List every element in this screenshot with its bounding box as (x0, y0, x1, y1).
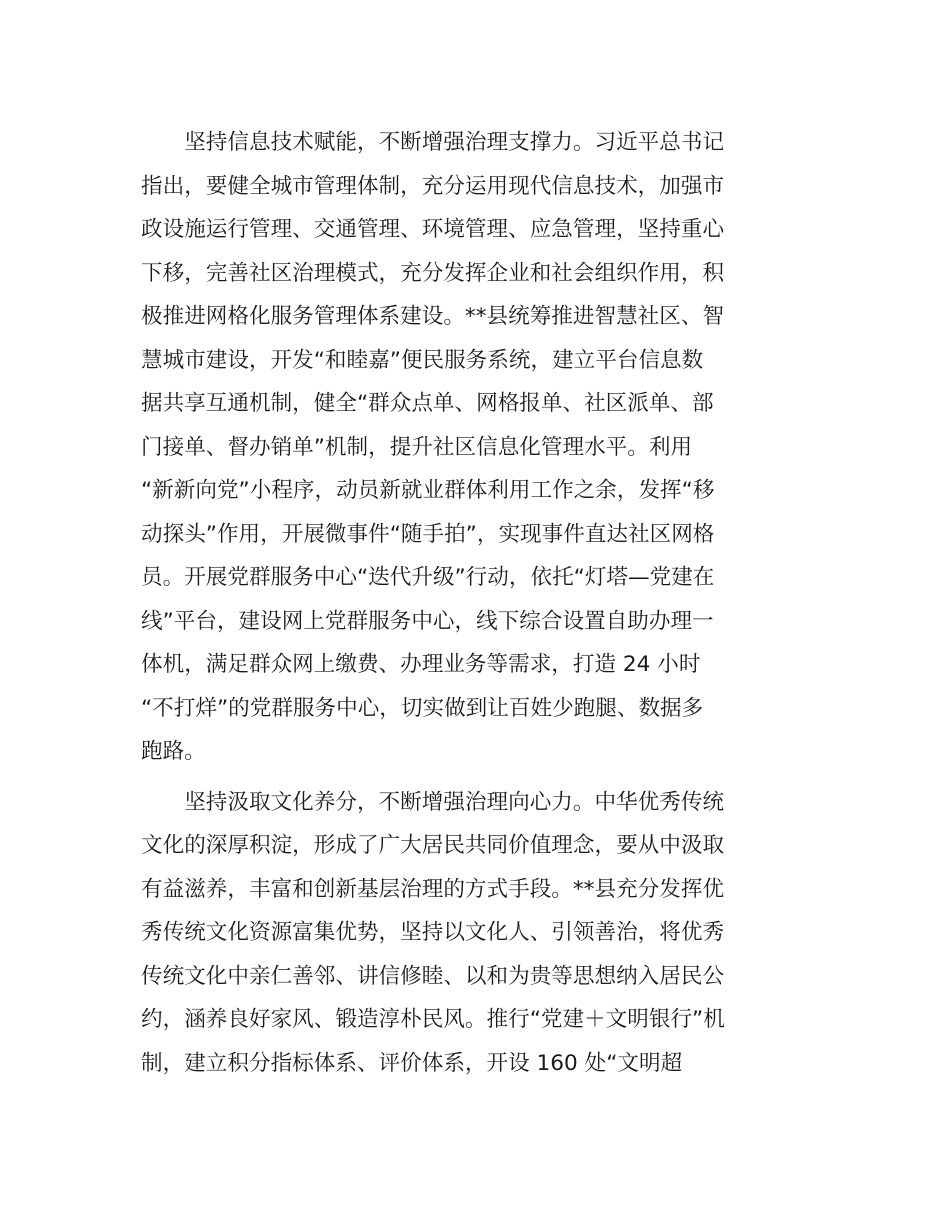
text-line: 体机，满足群众网上缴费、办理业务等需求，打造 24 小时 (141, 652, 701, 677)
text-line: 下移，完善社区治理模式，充分发挥企业和社会组织作用，积 (141, 260, 725, 286)
paragraph-spacer (141, 774, 817, 781)
text-line: 坚持信息技术赋能，不断增强治理支撑力。习近平总书记 (141, 130, 725, 155)
text-line: 据共享互通机制，健全“群众点单、网格报单、社区派单、部 (141, 391, 714, 416)
text-line: 指出，要健全城市管理体制，充分运用现代信息技术，加强市 (141, 173, 725, 199)
text-line: 极推进网格化服务管理体系建设。**县统筹推进智慧社区、智 (141, 304, 725, 329)
text-line: “不打烊”的党群服务中心，切实做到让百姓少跑腿、数据多 (141, 695, 704, 721)
text-line: 门接单、督办销单”机制，提升社区信息化管理水平。利用 (141, 434, 693, 460)
paragraph-1 (141, 121, 817, 774)
text-line: 跑路。 (141, 739, 206, 764)
paragraph-2 (141, 781, 817, 1086)
text-line: 政设施运行管理、交通管理、环境管理、应急管理，坚持重心 (141, 217, 725, 242)
text-line: “新新向党”小程序，动员新就业群体利用工作之余，发挥“移 (141, 478, 715, 503)
text-line: 员。开展党群服务中心“迭代升级”行动，依托“灯塔—党建在 (141, 565, 715, 590)
text-line: 传统文化中亲仁善邻、讲信修睦、以和为贵等思想纳入居民公 (141, 963, 725, 989)
text-line: 秀传统文化资源富集优势，坚持以文化人、引领善治，将优秀 (141, 920, 725, 945)
text-line: 约，涵养良好家风、锻造淳朴民风。推行“党建＋文明银行”机 (141, 1007, 725, 1032)
text-line: 制，建立积分指标体系、评价体系，开设 160 处“文明超 (141, 1050, 683, 1076)
text-line: 慧城市建设，开发“和睦嘉”便民服务系统，建立平台信息数 (141, 347, 704, 373)
document-body (141, 121, 817, 1085)
text-line: 坚持汲取文化养分，不断增强治理向心力。中华优秀传统 (141, 789, 725, 815)
text-line: 有益滋养，丰富和创新基层治理的方式手段。**县充分发挥优 (141, 876, 725, 902)
text-line: 动探头”作用，开展微事件“随手拍”，实现事件直达社区网格 (141, 521, 715, 547)
text-line: 文化的深厚积淀，形成了广大居民共同价值理念，要从中汲取 (141, 833, 725, 858)
text-line: 线”平台，建设网上党群服务中心，线下综合设置自助办理一 (141, 608, 714, 634)
